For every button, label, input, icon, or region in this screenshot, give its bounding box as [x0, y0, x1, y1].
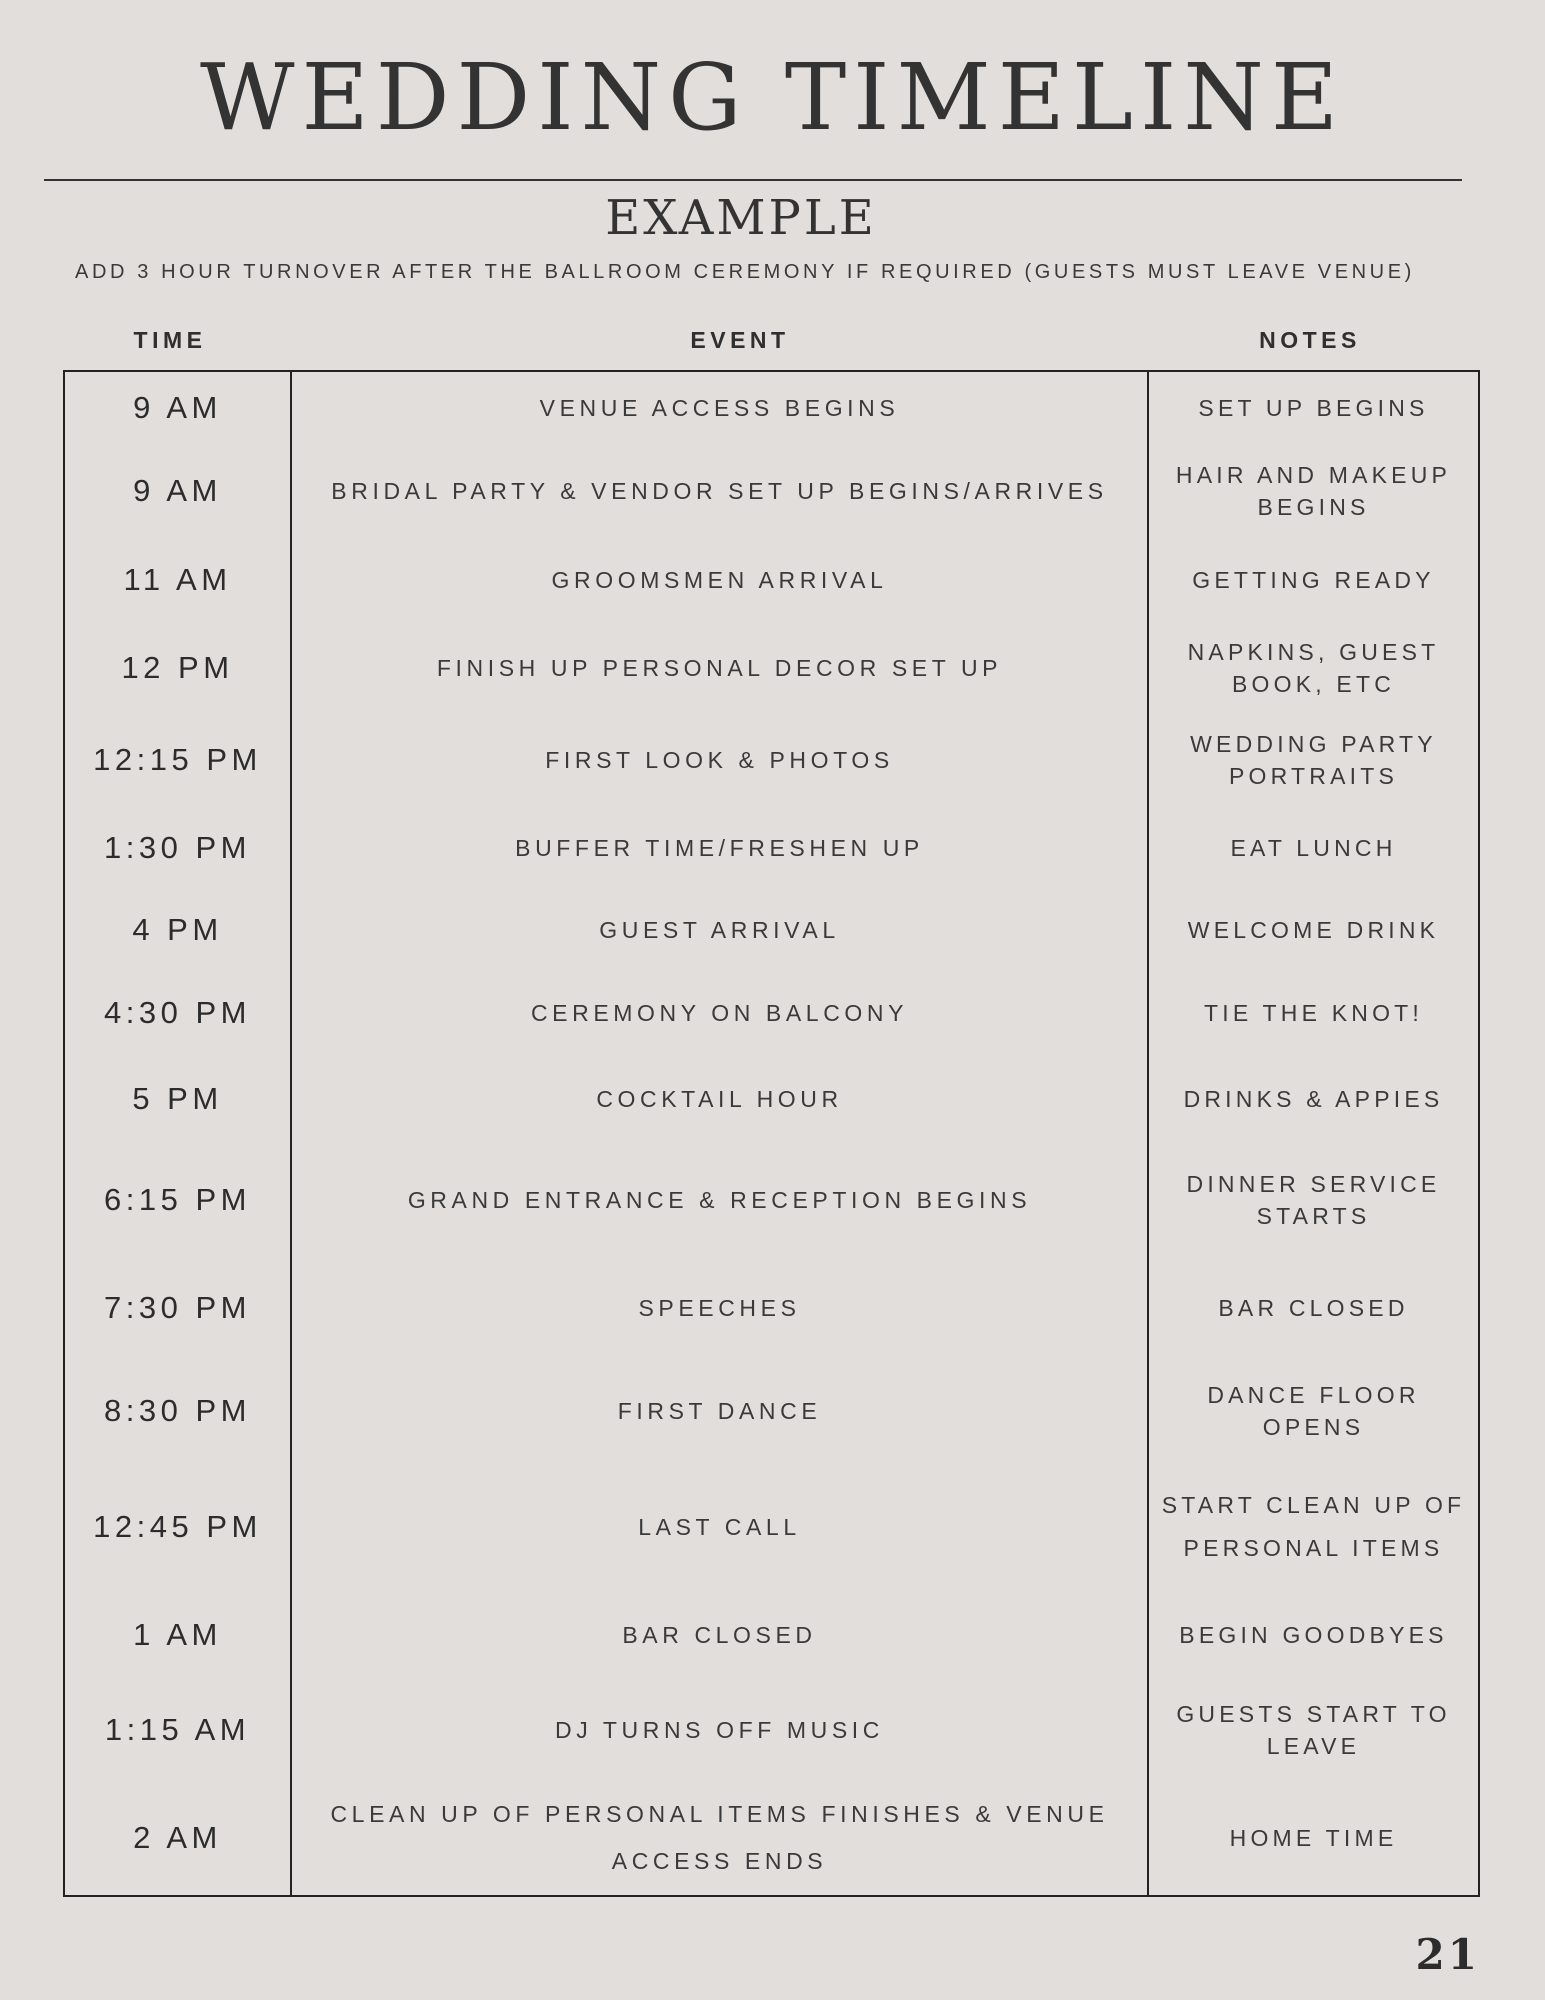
time-cell: 12:15 PM: [93, 742, 262, 777]
notes-cell: HAIR AND MAKEUP BEGINS: [1175, 462, 1452, 520]
table-row: [65, 970, 1478, 1056]
notes-cell: HOME TIME: [1229, 1824, 1398, 1851]
event-cell: VENUE ACCESS BEGINS: [539, 394, 900, 421]
table-row: [65, 372, 1478, 444]
event-cell: DJ TURNS OFF MUSIC: [555, 1716, 884, 1743]
notes-cell: EAT LUNCH: [1230, 835, 1397, 861]
notes-cell: DINNER SERVICE STARTS: [1186, 1171, 1441, 1229]
time-cell: 8:30 PM: [104, 1393, 251, 1428]
table-row: [65, 1464, 1478, 1590]
event-cell: CEREMONY ON BALCONY: [530, 999, 909, 1026]
event-cell: BAR CLOSED: [622, 1621, 817, 1648]
table-row: [65, 1780, 1478, 1895]
time-cell: 7:30 PM: [104, 1290, 251, 1325]
table-row: [65, 714, 1478, 806]
event-cell: COCKTAIL HOUR: [596, 1085, 843, 1112]
table-row: [65, 1358, 1478, 1464]
time-cell: 5 PM: [132, 1081, 223, 1116]
page-title: WEDDING TIMELINE: [200, 44, 1345, 151]
time-cell: 4 PM: [132, 912, 223, 947]
event-cell: GRAND ENTRANCE & RECEPTION BEGINS: [407, 1186, 1032, 1213]
time-cell: 4:30 PM: [104, 995, 251, 1030]
notes-cell: TIE THE KNOT!: [1203, 1000, 1424, 1026]
notes-cell: DRINKS & APPIES: [1183, 1086, 1444, 1112]
column-header-event: EVENT: [690, 327, 790, 353]
event-cell: FIRST LOOK & PHOTOS: [545, 746, 894, 773]
notes-cell: DANCE FLOOR OPENS: [1207, 1382, 1420, 1440]
table-row: [65, 1258, 1478, 1358]
time-cell: 9 AM: [133, 473, 222, 508]
notes-cell: BEGIN GOODBYES: [1179, 1622, 1448, 1648]
notes-cell: SET UP BEGINS: [1198, 395, 1429, 421]
time-cell: 2 AM: [133, 1819, 222, 1855]
time-cell: 9 AM: [133, 390, 222, 425]
column-header-time: TIME: [133, 327, 207, 353]
table-row: [65, 444, 1478, 538]
time-cell: 11 AM: [123, 562, 232, 597]
event-cell: SPEECHES: [638, 1294, 801, 1321]
notes-cell: BAR CLOSED: [1218, 1295, 1409, 1321]
time-cell: 12:45 PM: [93, 1509, 262, 1544]
notes-cell: WELCOME DRINK: [1187, 917, 1440, 943]
time-cell: 6:15 PM: [104, 1182, 251, 1217]
title-divider: [44, 179, 1462, 181]
event-cell: LAST CALL: [638, 1513, 801, 1540]
turnover-note: ADD 3 HOUR TURNOVER AFTER THE BALLROOM CEREMONY IF REQUIRED (GUESTS MUST LEAVE VENUE): [75, 261, 1415, 283]
event-cell: BRIDAL PARTY & VENDOR SET UP BEGINS/ARRIVES: [331, 477, 1108, 504]
notes-cell: WEDDING PARTY PORTRAITS: [1190, 731, 1437, 789]
notes-cell: NAPKINS, GUEST BOOK, ETC: [1187, 639, 1440, 697]
time-cell: 1:30 PM: [104, 830, 251, 865]
table-row: [65, 1590, 1478, 1680]
event-cell: CLEAN UP OF PERSONAL ITEMS FINISHES & VENUE ACCESS ENDS: [330, 1800, 1109, 1874]
page-number: 21: [1415, 1930, 1480, 1979]
table-row: [65, 1142, 1478, 1258]
table-row: [65, 622, 1478, 714]
time-cell: 12 PM: [121, 650, 234, 685]
table-row: [65, 1680, 1478, 1780]
table-row: [65, 1056, 1478, 1142]
time-cell: 1:15 AM: [104, 1712, 251, 1747]
event-cell: FINISH UP PERSONAL DECOR SET UP: [436, 654, 1003, 681]
table-row: [65, 806, 1478, 890]
table-row: [65, 538, 1478, 622]
notes-cell: GETTING READY: [1192, 567, 1435, 593]
notes-cell: START CLEAN UP OF PERSONAL ITEMS: [1161, 1492, 1466, 1561]
event-cell: GROOMSMEN ARRIVAL: [551, 566, 888, 593]
table-row: [65, 890, 1478, 970]
time-cell: 1 AM: [133, 1617, 222, 1652]
page-subtitle: EXAMPLE: [605, 190, 877, 246]
event-cell: FIRST DANCE: [617, 1397, 822, 1424]
notes-cell: GUESTS START TO LEAVE: [1176, 1701, 1451, 1759]
event-cell: GUEST ARRIVAL: [599, 916, 840, 943]
column-header-notes: NOTES: [1259, 327, 1361, 353]
event-cell: BUFFER TIME/FRESHEN UP: [515, 834, 924, 861]
